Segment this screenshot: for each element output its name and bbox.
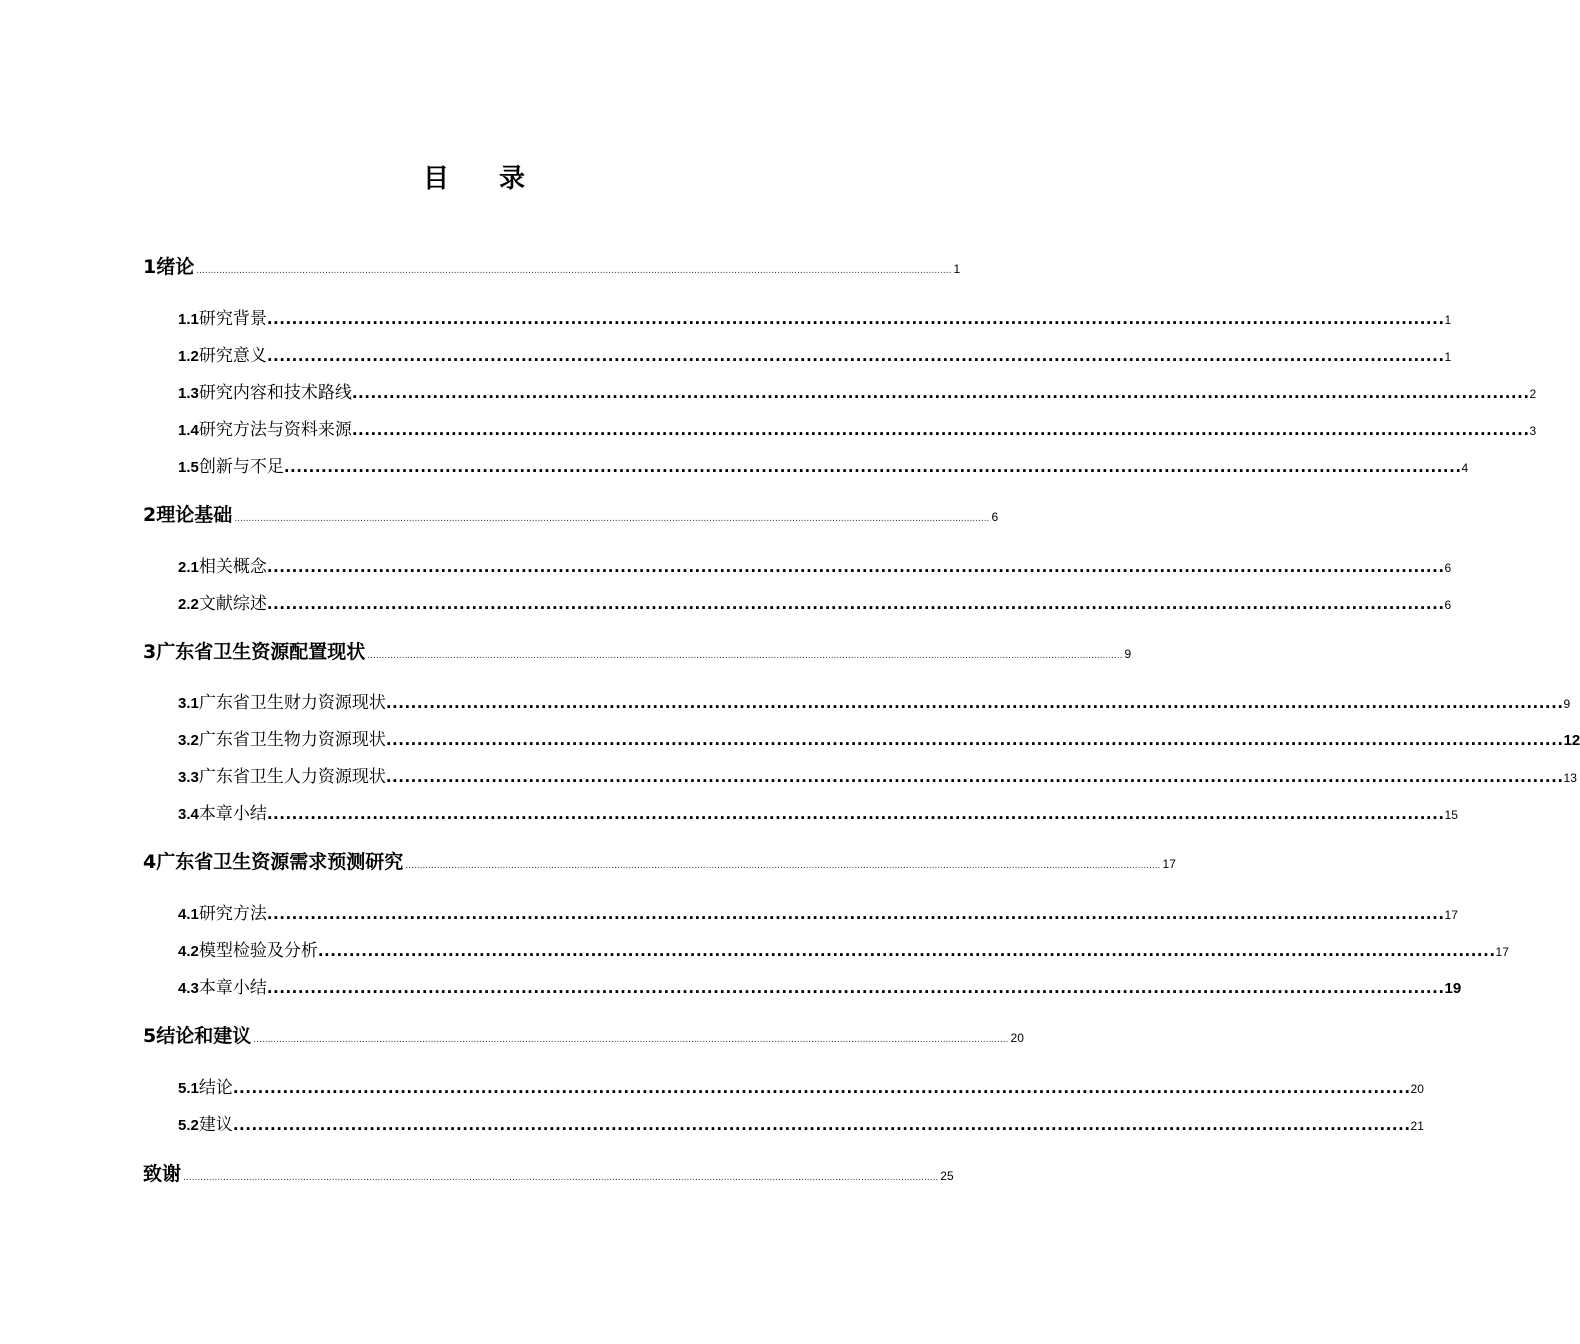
- toc-section-1-1[interactable]: [178, 304, 1452, 329]
- chapter-number: 3: [143, 641, 157, 663]
- dot-leader: ..............................................................................................................................................................................................: [266, 905, 1445, 923]
- dot-leader: ..............................................................................................................................................................................................: [385, 731, 1564, 749]
- section-number: 1.2: [178, 348, 199, 365]
- dot-leader: ..............................................................................................................................................................................................: [266, 347, 1445, 365]
- dot-leader: ........................................................................................................................................................................................................................................................................: [196, 266, 952, 276]
- section-title: 广东省卫生物力资源现状: [198, 730, 386, 750]
- chapter-number: 2: [143, 504, 157, 526]
- section-number: 1.4: [178, 422, 199, 439]
- toc-section-1-2[interactable]: [178, 341, 1452, 366]
- section-number: 2.1: [178, 559, 199, 576]
- section-number: 3.2: [178, 732, 199, 749]
- page-number: 6: [991, 510, 999, 524]
- page-number: 20: [1410, 1082, 1424, 1096]
- page-number: 4: [1461, 461, 1469, 475]
- dot-leader: ..............................................................................................................................................................................................: [351, 421, 1530, 439]
- page-number: 9: [1563, 697, 1571, 711]
- section-title: 创新与不足: [198, 457, 284, 477]
- section-number: 1.1: [178, 311, 199, 328]
- page-number: 20: [1010, 1031, 1024, 1045]
- toc-section-4-3[interactable]: [178, 973, 1462, 998]
- page-number: 6: [1444, 561, 1452, 575]
- chapter-number: 5: [143, 1025, 157, 1047]
- toc-section-5-2[interactable]: [178, 1110, 1424, 1135]
- section-number: 4.3: [178, 980, 199, 997]
- section-title: 相关概念: [198, 557, 267, 577]
- dot-leader: ..............................................................................................................................................................................................: [266, 979, 1445, 997]
- section-title: 本章小结: [198, 978, 267, 998]
- section-title: 本章小结: [198, 804, 267, 824]
- page-number: 17: [1495, 945, 1509, 959]
- toc-section-1-3[interactable]: [178, 378, 1537, 403]
- toc-section-3-4[interactable]: [178, 799, 1458, 824]
- dot-leader: ........................................................................................................................................................................................................................................................................: [253, 1035, 1009, 1045]
- section-title: 研究方法: [198, 904, 267, 924]
- section-title: 广东省卫生人力资源现状: [198, 767, 386, 787]
- toc-section-3-2[interactable]: [178, 725, 1580, 750]
- section-title: 模型检验及分析: [198, 941, 318, 961]
- toc-section-3-3[interactable]: [178, 762, 1577, 787]
- chapter-title: 理论基础: [156, 504, 233, 526]
- dot-leader: ..............................................................................................................................................................................................: [317, 942, 1496, 960]
- dot-leader: ........................................................................................................................................................................................................................................................................: [183, 1173, 939, 1183]
- page-number: 13: [1563, 771, 1577, 785]
- dot-leader: ........................................................................................................................................................................................................................................................................: [405, 861, 1161, 871]
- page-number: 1: [1444, 313, 1452, 327]
- chapter-title: 致谢: [143, 1163, 182, 1185]
- section-title: 研究内容和技术路线: [198, 383, 352, 403]
- toc-section-2-1[interactable]: [178, 552, 1452, 577]
- section-number: 1.3: [178, 385, 199, 402]
- toc-section-1-5[interactable]: [178, 452, 1469, 477]
- chapter-title: 结论和建议: [156, 1025, 252, 1047]
- section-number: 4.2: [178, 943, 199, 960]
- section-title: 研究方法与资料来源: [198, 420, 352, 440]
- dot-leader: ..............................................................................................................................................................................................: [232, 1079, 1411, 1097]
- section-title: 研究背景: [198, 309, 267, 329]
- dot-leader: ..............................................................................................................................................................................................: [385, 694, 1564, 712]
- section-number: 4.1: [178, 906, 199, 923]
- chapter-number: 4: [143, 851, 157, 873]
- title-char-2: 录: [499, 164, 528, 194]
- chapter-title: 广东省卫生资源配置现状: [156, 641, 366, 663]
- dot-leader: ..............................................................................................................................................................................................: [266, 805, 1445, 823]
- section-title: 建议: [198, 1115, 233, 1135]
- page-number: 21: [1410, 1119, 1424, 1133]
- page-number: 15: [1444, 808, 1458, 822]
- section-title: 文献综述: [198, 594, 267, 614]
- toc-section-5-1[interactable]: [178, 1073, 1424, 1098]
- page-number: 9: [1124, 647, 1132, 661]
- page-number: 12: [1563, 732, 1580, 749]
- section-number: 3.1: [178, 695, 199, 712]
- dot-leader: ..............................................................................................................................................................................................: [283, 458, 1462, 476]
- chapter-title: 广东省卫生资源需求预测研究: [156, 851, 404, 873]
- toc-chapter-4[interactable]: [143, 847, 1176, 874]
- dot-leader: ..............................................................................................................................................................................................: [351, 384, 1530, 402]
- page-number: 19: [1444, 980, 1462, 997]
- section-number: 5.1: [178, 1080, 199, 1097]
- toc-acknowledgements[interactable]: [143, 1159, 954, 1186]
- toc-section-1-4[interactable]: [178, 415, 1537, 440]
- dot-leader: ........................................................................................................................................................................................................................................................................: [367, 651, 1123, 661]
- page-number: 1: [1444, 350, 1452, 364]
- dot-leader: ..............................................................................................................................................................................................: [266, 310, 1445, 328]
- toc-chapter-5[interactable]: [143, 1021, 1024, 1048]
- dot-leader: ..............................................................................................................................................................................................: [266, 595, 1445, 613]
- chapter-number: 1: [143, 256, 157, 278]
- toc-section-3-1[interactable]: [178, 688, 1571, 713]
- page-number: 2: [1529, 387, 1537, 401]
- dot-leader: ........................................................................................................................................................................................................................................................................: [234, 514, 990, 524]
- section-number: 2.2: [178, 596, 199, 613]
- toc-chapter-1[interactable]: [143, 252, 961, 279]
- page-number: 1: [953, 262, 961, 276]
- toc-section-4-2[interactable]: [178, 936, 1509, 961]
- dot-leader: ..............................................................................................................................................................................................: [266, 558, 1445, 576]
- section-number: 3.3: [178, 769, 199, 786]
- chapter-title: 绪论: [156, 256, 195, 278]
- toc-chapter-3[interactable]: [143, 637, 1132, 664]
- section-number: 3.4: [178, 806, 199, 823]
- page-number: 17: [1162, 857, 1176, 871]
- title-char-1: 目: [422, 164, 451, 194]
- section-number: 1.5: [178, 459, 199, 476]
- section-number: 5.2: [178, 1117, 199, 1134]
- dot-leader: ..............................................................................................................................................................................................: [232, 1116, 1411, 1134]
- page-number: 25: [940, 1169, 954, 1183]
- section-title: 结论: [198, 1078, 233, 1098]
- page-number: 3: [1529, 424, 1537, 438]
- toc-chapter-2[interactable]: [143, 500, 999, 527]
- toc-section-4-1[interactable]: [178, 899, 1458, 924]
- section-title: 广东省卫生财力资源现状: [198, 693, 386, 713]
- page-number: 6: [1444, 598, 1452, 612]
- section-title: 研究意义: [198, 346, 267, 366]
- toc-section-2-2[interactable]: [178, 589, 1452, 614]
- page-number: 17: [1444, 908, 1458, 922]
- dot-leader: ..............................................................................................................................................................................................: [385, 768, 1564, 786]
